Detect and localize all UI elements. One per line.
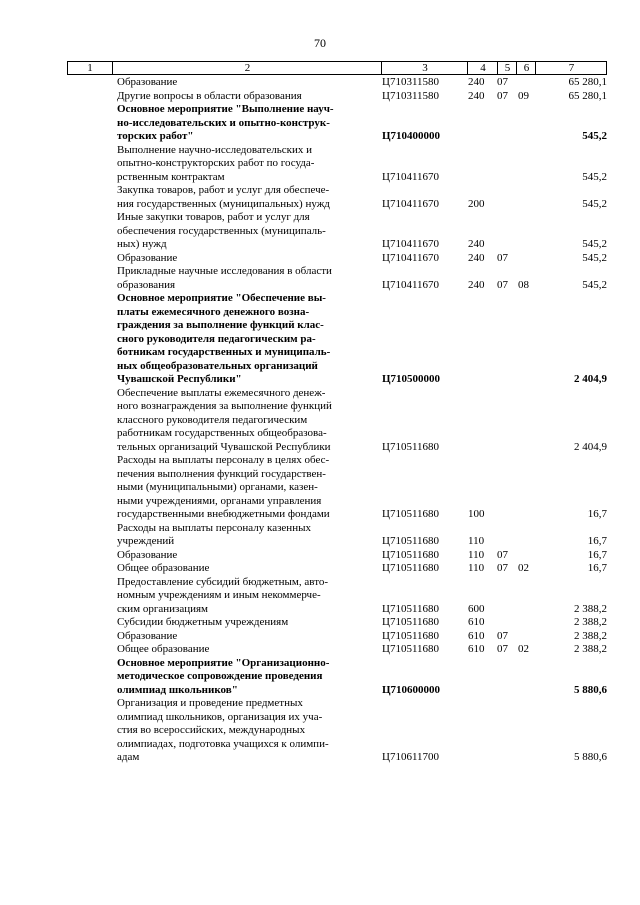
- row-name-line: Субсидии бюджетным учреждениям: [117, 616, 289, 628]
- row-name-line: граждения за выполнение функций клас-: [117, 319, 324, 331]
- row-amount: 2 388,2: [574, 602, 607, 615]
- row-name-line: Общее образование: [117, 562, 210, 574]
- row-amount: 2 388,2: [574, 616, 607, 628]
- table-row: [0, 576, 640, 617]
- row-name-line: методическое сопровождение проведения: [117, 670, 323, 682]
- table-row: [0, 76, 640, 90]
- table-row: [0, 549, 640, 563]
- row-subsection: 02: [518, 643, 529, 655]
- row-name-line: Образование: [117, 76, 178, 88]
- row-name-line: работникам государственных общеобразова-: [117, 427, 327, 439]
- header-col-4: 4: [467, 62, 498, 74]
- row-code: Ц710411670: [382, 170, 440, 183]
- row-name-line: Общее образование: [117, 643, 210, 655]
- row-amount: 545,2: [582, 130, 607, 142]
- row-name-line: олимпиад школьников": [117, 683, 238, 696]
- row-name-line: адам: [117, 751, 140, 763]
- row-name-line: обеспечения государственных (муниципаль-: [117, 224, 326, 237]
- row-amount: 5 880,6: [574, 683, 607, 696]
- row-name-line: Обеспечение выплаты ежемесячного денеж-: [117, 386, 326, 399]
- row-amount: 2 388,2: [574, 629, 607, 642]
- row-amount: 545,2: [582, 170, 607, 183]
- row-name-line: ными учреждениями, органами управления: [117, 494, 322, 507]
- row-name-line: Иные закупки товаров, работ и услуг для: [117, 211, 310, 223]
- row-code: Ц710600000: [382, 683, 441, 696]
- row-name-line: опытно-конструкторских работ по госуда-: [117, 157, 315, 169]
- row-code: Ц710411670: [382, 197, 440, 210]
- row-amount: 65 280,1: [568, 76, 607, 88]
- table-row: [0, 184, 640, 211]
- row-amount: 545,2: [582, 197, 607, 210]
- table-row: [0, 697, 640, 765]
- row-name-line: олимпиадах, подготовка учащихся к олимпи-: [117, 737, 329, 750]
- row-amount: 16,7: [587, 508, 607, 520]
- row-name-line: Организация и проведение предметных: [117, 697, 303, 709]
- row-name-line: олимпиад школьников, организация их уча-: [117, 710, 323, 723]
- row-code: Ц710411670: [382, 251, 440, 264]
- row-code: Ц710511680: [382, 629, 440, 642]
- row-subsection: 02: [518, 562, 529, 574]
- row-section: 07: [497, 251, 508, 264]
- row-expense-type: 200: [468, 197, 485, 210]
- row-name-line: ных общеобразовательных организаций: [117, 359, 318, 372]
- row-section: 07: [497, 89, 508, 102]
- header-col-1: 1: [87, 62, 93, 74]
- row-name-line: учреждений: [117, 535, 175, 547]
- table-row: [0, 144, 640, 185]
- row-expense-type: 110: [468, 562, 485, 574]
- row-amount: 545,2: [582, 278, 607, 291]
- row-code: Ц710411670: [382, 238, 440, 250]
- row-name-line: ными (муниципальными) органами, казен-: [117, 481, 318, 493]
- row-name-line: Образование: [117, 548, 178, 561]
- row-section: 07: [497, 548, 508, 561]
- table-header: [67, 61, 607, 75]
- row-name-line: государственными внебюджетными фондами: [117, 508, 330, 520]
- row-code: Ц710511680: [382, 535, 440, 547]
- row-section: 07: [497, 643, 508, 655]
- row-subsection: 08: [518, 278, 529, 291]
- row-amount: 65 280,1: [568, 89, 607, 102]
- row-code: Ц710511680: [382, 548, 440, 561]
- row-code: Ц710500000: [382, 373, 441, 385]
- row-expense-type: 240: [468, 89, 485, 102]
- row-name-line: классного руководителя педагогическим: [117, 413, 308, 426]
- row-name-line: торских работ": [117, 130, 194, 142]
- row-code: Ц710511680: [382, 562, 440, 574]
- row-name-line: ных) нужд: [117, 238, 167, 250]
- row-expense-type: 100: [468, 508, 485, 520]
- row-expense-type: 240: [468, 251, 485, 264]
- row-code: Ц710511680: [382, 508, 440, 520]
- row-name-line: печения выполнения функций государствен-: [117, 467, 326, 480]
- row-name-line: Чувашской Республики": [117, 373, 242, 385]
- row-name-line: Расходы на выплаты персоналу в целях обес-: [117, 454, 330, 466]
- table-row: [0, 211, 640, 252]
- table-row: [0, 643, 640, 657]
- header-col-7: 7: [535, 62, 607, 74]
- row-name-line: стия во всероссийских, международных: [117, 724, 306, 736]
- row-amount: 5 880,6: [574, 751, 607, 763]
- row-code: Ц710311580: [382, 89, 440, 102]
- row-amount: 16,7: [587, 548, 607, 561]
- table-row: [0, 387, 640, 455]
- row-amount: 16,7: [587, 562, 607, 574]
- row-name-line: Основное мероприятие "Организационно-: [117, 656, 330, 669]
- table-row: [0, 103, 640, 144]
- table-row: [0, 522, 640, 549]
- row-section: 07: [497, 562, 508, 574]
- row-expense-type: 240: [468, 278, 485, 291]
- row-amount: 2 404,9: [574, 373, 607, 385]
- table-row: [0, 90, 640, 104]
- row-name-line: Образование: [117, 629, 178, 642]
- row-expense-type: 610: [468, 643, 485, 655]
- row-name-line: ботникам государственных и муниципаль-: [117, 346, 331, 358]
- row-name-line: ния государственных (муниципальных) нужд: [117, 197, 330, 210]
- row-expense-type: 610: [468, 629, 485, 642]
- row-name-line: платы ежемесячного денежного возна-: [117, 305, 310, 318]
- row-amount: 2 388,2: [574, 643, 607, 655]
- row-name-line: но-исследовательских и опытно-конструк-: [117, 116, 330, 129]
- header-col-5: 5: [497, 62, 517, 74]
- row-code: Ц710511680: [382, 616, 440, 628]
- row-name-line: сного руководителя педагогическим ра-: [117, 332, 316, 345]
- row-code: Ц710400000: [382, 130, 441, 142]
- row-expense-type: 240: [468, 76, 485, 88]
- table-row: [0, 292, 640, 387]
- row-code: Ц710311580: [382, 76, 440, 88]
- row-name-line: Прикладные научные исследования в области: [117, 265, 332, 277]
- row-name-line: Другие вопросы в области образования: [117, 89, 302, 102]
- table-row: [0, 657, 640, 698]
- row-name-line: Образование: [117, 251, 178, 264]
- row-section: 07: [497, 76, 508, 88]
- table-row: [0, 630, 640, 644]
- row-name-line: Предоставление субсидий бюджетным, авто-: [117, 575, 329, 588]
- row-name-line: Основное мероприятие "Выполнение науч-: [117, 103, 334, 115]
- header-col-6: 6: [516, 62, 536, 74]
- row-code: Ц710511680: [382, 643, 440, 655]
- row-name-line: Закупка товаров, работ и услуг для обеспече-: [117, 184, 330, 196]
- row-name-line: ским организациям: [117, 602, 209, 615]
- row-expense-type: 610: [468, 616, 485, 628]
- row-section: 07: [497, 629, 508, 642]
- row-amount: 16,7: [587, 535, 607, 547]
- row-expense-type: 110: [468, 535, 485, 547]
- table-row: [0, 454, 640, 522]
- row-amount: 2 404,9: [574, 440, 607, 453]
- row-name-line: рственным контрактам: [117, 170, 225, 183]
- header-col-3: 3: [381, 62, 468, 74]
- row-code: Ц710511680: [382, 440, 440, 453]
- header-col-2: 2: [112, 62, 382, 74]
- row-expense-type: 110: [468, 548, 485, 561]
- table-row: [0, 616, 640, 630]
- row-name-line: номным учреждениям и иным некоммерче-: [117, 589, 321, 601]
- row-name-line: тельных организаций Чувашской Республики: [117, 440, 331, 453]
- row-name-line: ного вознаграждения за выполнение функций: [117, 400, 332, 412]
- row-amount: 545,2: [582, 251, 607, 264]
- budget-table-body: [0, 76, 640, 765]
- row-name-line: Расходы на выплаты персоналу казенных: [117, 521, 311, 534]
- row-code: Ц710411670: [382, 278, 440, 291]
- row-section: 07: [497, 278, 508, 291]
- row-code: Ц710511680: [382, 602, 440, 615]
- row-name-line: образования: [117, 278, 176, 291]
- row-name-line: Выполнение научно-исследовательских и: [117, 143, 312, 156]
- row-name-line: Основное мероприятие "Обеспечение вы-: [117, 292, 326, 304]
- table-row: [0, 562, 640, 576]
- table-row: [0, 265, 640, 292]
- table-row: [0, 252, 640, 266]
- row-code: Ц710611700: [382, 751, 440, 763]
- page-number: 70: [314, 36, 326, 50]
- row-subsection: 09: [518, 89, 529, 102]
- row-expense-type: 600: [468, 602, 485, 615]
- row-expense-type: 240: [468, 238, 485, 250]
- row-amount: 545,2: [582, 238, 607, 250]
